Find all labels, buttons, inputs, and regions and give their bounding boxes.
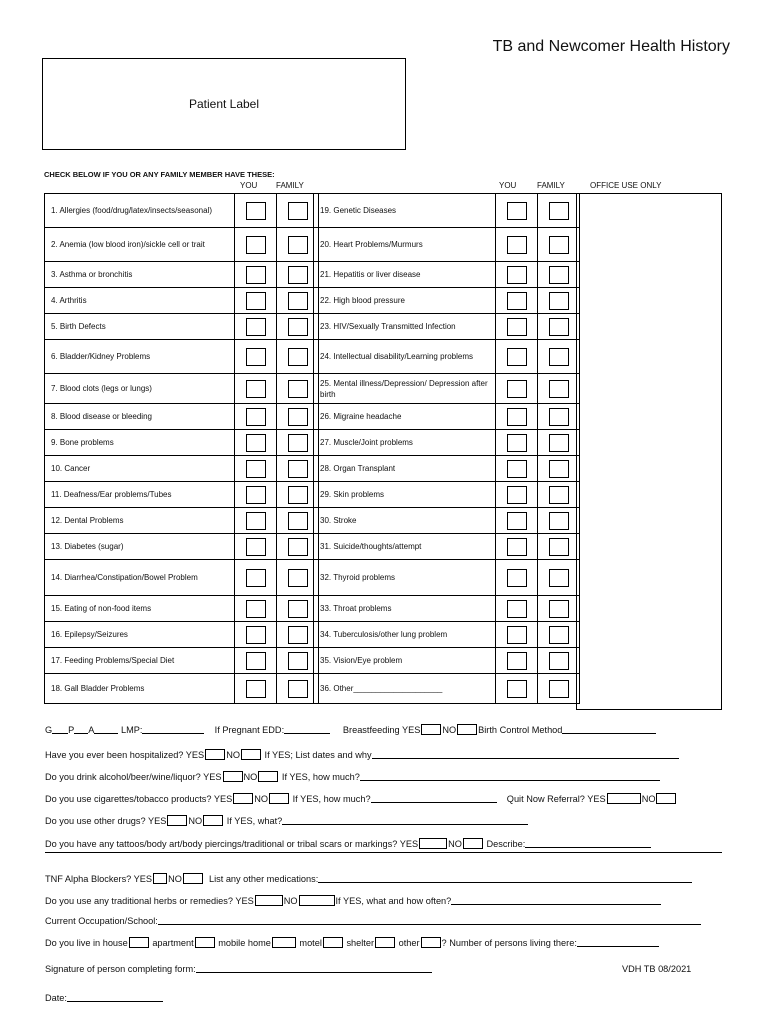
condition-cell-family	[538, 194, 580, 228]
date-row: Date:	[45, 993, 163, 1003]
cig-amount-field[interactable]	[371, 794, 497, 803]
you-checkbox[interactable]	[246, 600, 266, 618]
tnf-row: TNF Alpha Blockers? YES NO List any other medications:	[45, 873, 692, 884]
condition-label: 21. Hepatitis or liver disease	[314, 262, 496, 288]
condition-label: 26. Migraine headache	[314, 404, 496, 430]
tnf-yes-box[interactable]	[153, 873, 167, 884]
family-checkbox[interactable]	[288, 538, 308, 556]
condition-label: 10. Cancer	[45, 456, 235, 482]
condition-row	[314, 482, 580, 508]
drugs-no-box[interactable]	[203, 815, 223, 826]
condition-cell-you	[235, 314, 277, 340]
condition-cell-you	[235, 648, 277, 674]
condition-row	[45, 674, 319, 704]
herbs-row: Do you use any traditional herbs or remedies? YES NO If YES, what and how often?	[45, 895, 661, 906]
you-checkbox[interactable]	[507, 380, 527, 398]
family-checkbox[interactable]	[288, 380, 308, 398]
you-checkbox[interactable]	[246, 318, 266, 336]
condition-cell-family	[538, 404, 580, 430]
family-checkbox[interactable]	[288, 569, 308, 587]
conditions-table-right	[313, 193, 580, 704]
family-checkbox[interactable]	[288, 486, 308, 504]
you-checkbox[interactable]	[246, 202, 266, 220]
condition-row	[45, 262, 319, 288]
you-checkbox[interactable]	[246, 236, 266, 254]
family-checkbox[interactable]	[288, 460, 308, 478]
condition-row	[314, 194, 580, 228]
condition-row	[45, 534, 319, 560]
condition-row	[45, 404, 319, 430]
family-checkbox[interactable]	[549, 626, 569, 644]
condition-label: 15. Eating of non-food items	[45, 596, 235, 622]
herbs-field[interactable]	[451, 896, 661, 905]
family-checkbox[interactable]	[288, 236, 308, 254]
condition-label: 19. Genetic Diseases	[314, 194, 496, 228]
condition-label: 17. Feeding Problems/Special Diet	[45, 648, 235, 674]
condition-row	[45, 648, 319, 674]
condition-label: 27. Muscle/Joint problems	[314, 430, 496, 456]
you-checkbox[interactable]	[507, 434, 527, 452]
you-checkbox[interactable]	[246, 434, 266, 452]
condition-label: 28. Organ Transplant	[314, 456, 496, 482]
occupation-field[interactable]	[158, 916, 701, 925]
tnf-no-box[interactable]	[183, 873, 203, 884]
condition-cell-family	[538, 430, 580, 456]
drugs-field[interactable]	[282, 816, 528, 825]
condition-row	[314, 288, 580, 314]
tattoo-describe-field[interactable]	[525, 839, 651, 848]
hosp-details-field[interactable]	[372, 750, 679, 759]
condition-label: 24. Intellectual disability/Learning problems	[314, 340, 496, 374]
condition-cell-you	[235, 482, 277, 508]
drugs-yes-box[interactable]	[167, 815, 187, 826]
condition-row	[314, 648, 580, 674]
breastfeeding-no-box[interactable]	[457, 724, 477, 735]
condition-row	[45, 314, 319, 340]
form-title: TB and Newcomer Health History	[492, 38, 730, 55]
condition-label: 11. Deafness/Ear problems/Tubes	[45, 482, 235, 508]
condition-row	[314, 340, 580, 374]
family-checkbox[interactable]	[288, 408, 308, 426]
you-checkbox[interactable]	[246, 460, 266, 478]
living-row: Do you live in house apartment mobile home motel shelter other ? Number of persons living there:	[45, 937, 659, 948]
condition-cell-family	[538, 288, 580, 314]
condition-row	[45, 622, 319, 648]
family-checkbox[interactable]	[549, 569, 569, 587]
alcohol-no-box[interactable]	[258, 771, 278, 782]
condition-cell-family	[538, 508, 580, 534]
condition-row	[45, 596, 319, 622]
you-checkbox[interactable]	[507, 680, 527, 698]
col-family-left: FAMILY	[276, 181, 304, 190]
condition-label: 3. Asthma or bronchitis	[45, 262, 235, 288]
condition-cell-you	[235, 674, 277, 704]
condition-cell-you	[496, 534, 538, 560]
condition-cell-family	[538, 340, 580, 374]
family-checkbox[interactable]	[549, 408, 569, 426]
condition-cell-you	[235, 340, 277, 374]
condition-cell-you	[235, 262, 277, 288]
occupation-row: Current Occupation/School:	[45, 916, 701, 926]
alcohol-amount-field[interactable]	[360, 772, 660, 781]
other-box[interactable]	[421, 937, 441, 948]
condition-row	[314, 374, 580, 404]
signature-field[interactable]	[196, 964, 432, 973]
you-checkbox[interactable]	[246, 408, 266, 426]
condition-label: 5. Birth Defects	[45, 314, 235, 340]
condition-row	[314, 430, 580, 456]
condition-row	[314, 404, 580, 430]
hospitalized-row: Have you ever been hospitalized? YES NO If YES; List dates and why	[45, 749, 679, 760]
family-checkbox[interactable]	[549, 236, 569, 254]
condition-cell-you	[496, 374, 538, 404]
cig-yes-box[interactable]	[233, 793, 253, 804]
drugs-row: Do you use other drugs? YES NO If YES, what?	[45, 815, 528, 826]
condition-cell-you	[235, 374, 277, 404]
you-checkbox[interactable]	[507, 538, 527, 556]
you-checkbox[interactable]	[507, 408, 527, 426]
condition-cell-you	[235, 508, 277, 534]
family-checkbox[interactable]	[288, 652, 308, 670]
family-checkbox[interactable]	[288, 348, 308, 366]
family-checkbox[interactable]	[549, 318, 569, 336]
you-checkbox[interactable]	[507, 569, 527, 587]
condition-row	[314, 674, 580, 704]
family-checkbox[interactable]	[288, 434, 308, 452]
condition-label: 2. Anemia (low blood iron)/sickle cell or trait	[45, 228, 235, 262]
condition-label: 16. Epilepsy/Seizures	[45, 622, 235, 648]
you-checkbox[interactable]	[246, 652, 266, 670]
family-checkbox[interactable]	[288, 600, 308, 618]
you-checkbox[interactable]	[246, 569, 266, 587]
herbs-yes-box[interactable]	[255, 895, 283, 906]
condition-label: 7. Blood clots (legs or lungs)	[45, 374, 235, 404]
condition-cell-you	[496, 674, 538, 704]
family-checkbox[interactable]	[288, 318, 308, 336]
p-field[interactable]	[74, 725, 88, 734]
condition-cell-you	[235, 404, 277, 430]
a-field[interactable]	[94, 725, 118, 734]
condition-cell-family	[538, 622, 580, 648]
you-checkbox[interactable]	[246, 348, 266, 366]
condition-row	[45, 374, 319, 404]
date-field[interactable]	[67, 993, 163, 1002]
cigarettes-row: Do you use cigarettes/tobacco products? YES NO If YES, how much? Quit Now Referral? YES NO	[45, 793, 677, 804]
condition-row	[45, 194, 319, 228]
family-checkbox[interactable]	[288, 512, 308, 530]
patient-label-text: Patient Label	[188, 97, 260, 111]
condition-row	[314, 560, 580, 596]
obstetric-row: G P A LMP: If Pregnant EDD: Breastfeeding YES NO Birth Control Method	[45, 724, 656, 735]
condition-cell-you	[235, 288, 277, 314]
condition-cell-family	[538, 314, 580, 340]
family-checkbox[interactable]	[288, 680, 308, 698]
condition-row	[314, 228, 580, 262]
condition-label: 33. Throat problems	[314, 596, 496, 622]
condition-label: 25. Mental illness/Depression/ Depression after birth	[314, 374, 496, 404]
condition-label: 4. Arthritis	[45, 288, 235, 314]
check-heading: CHECK BELOW IF YOU OR ANY FAMILY MEMBER HAVE THESE:	[44, 170, 275, 179]
birth-control-field[interactable]	[562, 725, 656, 734]
condition-row	[314, 508, 580, 534]
you-checkbox[interactable]	[246, 626, 266, 644]
mobile-home-box[interactable]	[272, 937, 296, 948]
condition-cell-you	[235, 596, 277, 622]
condition-row	[45, 288, 319, 314]
condition-row	[45, 340, 319, 374]
office-use-box	[576, 193, 722, 710]
condition-cell-you	[496, 194, 538, 228]
you-checkbox[interactable]	[507, 318, 527, 336]
condition-cell-you	[235, 430, 277, 456]
col-you-right: YOU	[499, 181, 517, 190]
col-you-left: YOU	[240, 181, 258, 190]
condition-cell-family	[538, 482, 580, 508]
condition-cell-family	[538, 596, 580, 622]
condition-row	[314, 262, 580, 288]
condition-cell-you	[496, 482, 538, 508]
you-checkbox[interactable]	[507, 512, 527, 530]
family-checkbox[interactable]	[549, 266, 569, 284]
family-checkbox[interactable]	[549, 652, 569, 670]
you-checkbox[interactable]	[507, 600, 527, 618]
house-box[interactable]	[129, 937, 149, 948]
condition-cell-you	[235, 622, 277, 648]
other-meds-field[interactable]	[318, 874, 692, 883]
condition-cell-you	[235, 456, 277, 482]
edd-field[interactable]	[284, 725, 330, 734]
family-checkbox[interactable]	[288, 292, 308, 310]
you-checkbox[interactable]	[507, 266, 527, 284]
condition-label: 23. HIV/Sexually Transmitted Infection	[314, 314, 496, 340]
alcohol-yes-box[interactable]	[223, 771, 243, 782]
condition-cell-you	[235, 560, 277, 596]
condition-label: 31. Suicide/thoughts/attempt	[314, 534, 496, 560]
tattoo-no-box[interactable]	[463, 838, 483, 849]
family-checkbox[interactable]	[549, 434, 569, 452]
persons-field[interactable]	[577, 938, 659, 947]
tattoo-yes-box[interactable]	[419, 838, 447, 849]
condition-row	[314, 534, 580, 560]
condition-cell-you	[235, 534, 277, 560]
family-checkbox[interactable]	[549, 512, 569, 530]
tattoo-row: Do you have any tattoos/body art/body piercings/traditional or tribal scars or markings? YES NO Describe:	[45, 838, 651, 849]
you-checkbox[interactable]	[507, 292, 527, 310]
col-family-right: FAMILY	[537, 181, 565, 190]
herbs-no-box[interactable]	[299, 895, 335, 906]
condition-cell-family	[538, 560, 580, 596]
condition-label: 34. Tuberculosis/other lung problem	[314, 622, 496, 648]
condition-row	[314, 314, 580, 340]
you-checkbox[interactable]	[507, 486, 527, 504]
breastfeeding-yes-box[interactable]	[421, 724, 441, 735]
family-checkbox[interactable]	[549, 680, 569, 698]
family-checkbox[interactable]	[549, 202, 569, 220]
condition-cell-family	[538, 374, 580, 404]
condition-label: 22. High blood pressure	[314, 288, 496, 314]
you-checkbox[interactable]	[246, 292, 266, 310]
condition-cell-family	[538, 648, 580, 674]
condition-label: 6. Bladder/Kidney Problems	[45, 340, 235, 374]
you-checkbox[interactable]	[507, 652, 527, 670]
you-checkbox[interactable]	[507, 348, 527, 366]
hosp-no-box[interactable]	[241, 749, 261, 760]
condition-cell-you	[496, 560, 538, 596]
condition-row	[45, 482, 319, 508]
condition-cell-family	[538, 228, 580, 262]
shelter-box[interactable]	[375, 937, 395, 948]
family-checkbox[interactable]	[288, 266, 308, 284]
family-checkbox[interactable]	[549, 348, 569, 366]
family-checkbox[interactable]	[549, 486, 569, 504]
tattoo-extra-line[interactable]	[45, 852, 722, 853]
you-checkbox[interactable]	[246, 538, 266, 556]
condition-label: 35. Vision/Eye problem	[314, 648, 496, 674]
motel-box[interactable]	[323, 937, 343, 948]
apartment-box[interactable]	[195, 937, 215, 948]
condition-label: 13. Diabetes (sugar)	[45, 534, 235, 560]
condition-cell-you	[496, 622, 538, 648]
you-checkbox[interactable]	[507, 626, 527, 644]
family-checkbox[interactable]	[549, 538, 569, 556]
alcohol-row: Do you drink alcohol/beer/wine/liquor? YES NO If YES, how much?	[45, 771, 660, 782]
condition-cell-you	[496, 288, 538, 314]
quit-no-box[interactable]	[656, 793, 676, 804]
family-checkbox[interactable]	[288, 626, 308, 644]
condition-cell-you	[496, 648, 538, 674]
family-checkbox[interactable]	[549, 380, 569, 398]
condition-cell-you	[235, 194, 277, 228]
cig-no-box[interactable]	[269, 793, 289, 804]
condition-cell-family	[538, 534, 580, 560]
condition-cell-you	[496, 508, 538, 534]
condition-cell-you	[496, 430, 538, 456]
condition-row	[314, 596, 580, 622]
condition-row	[45, 508, 319, 534]
condition-cell-you	[496, 340, 538, 374]
condition-label: 32. Thyroid problems	[314, 560, 496, 596]
condition-label: 9. Bone problems	[45, 430, 235, 456]
condition-label: 8. Blood disease or bleeding	[45, 404, 235, 430]
condition-cell-you	[496, 596, 538, 622]
you-checkbox[interactable]	[507, 202, 527, 220]
condition-cell-family	[538, 262, 580, 288]
condition-cell-family	[538, 456, 580, 482]
condition-label: 30. Stroke	[314, 508, 496, 534]
condition-label: 12. Dental Problems	[45, 508, 235, 534]
condition-cell-you	[496, 262, 538, 288]
condition-cell-you	[496, 456, 538, 482]
you-checkbox[interactable]	[246, 512, 266, 530]
condition-label: 29. Skin problems	[314, 482, 496, 508]
condition-cell-you	[496, 314, 538, 340]
condition-row	[314, 622, 580, 648]
family-checkbox[interactable]	[549, 600, 569, 618]
condition-cell-family	[538, 674, 580, 704]
condition-row	[45, 456, 319, 482]
condition-row	[45, 560, 319, 596]
conditions-table-left	[44, 193, 319, 704]
condition-label: 20. Heart Problems/Murmurs	[314, 228, 496, 262]
you-checkbox[interactable]	[246, 380, 266, 398]
patient-label-box	[42, 58, 406, 150]
hosp-yes-box[interactable]	[205, 749, 225, 760]
condition-row	[45, 430, 319, 456]
signature-row: Signature of person completing form:	[45, 964, 432, 974]
you-checkbox[interactable]	[246, 266, 266, 284]
lmp-field[interactable]	[142, 725, 204, 734]
you-checkbox[interactable]	[507, 460, 527, 478]
form-code: VDH TB 08/2021	[622, 964, 692, 974]
you-checkbox[interactable]	[246, 680, 266, 698]
you-checkbox[interactable]	[246, 486, 266, 504]
condition-label: 18. Gall Bladder Problems	[45, 674, 235, 704]
g-field[interactable]	[52, 725, 68, 734]
condition-label: 36. Other____________________	[314, 674, 496, 704]
condition-cell-you	[235, 228, 277, 262]
family-checkbox[interactable]	[288, 202, 308, 220]
col-office: OFFICE USE ONLY	[590, 181, 662, 190]
condition-row	[45, 228, 319, 262]
condition-cell-you	[496, 228, 538, 262]
condition-row	[314, 456, 580, 482]
family-checkbox[interactable]	[549, 292, 569, 310]
you-checkbox[interactable]	[507, 236, 527, 254]
condition-cell-you	[496, 404, 538, 430]
family-checkbox[interactable]	[549, 460, 569, 478]
condition-label: 14. Diarrhea/Constipation/Bowel Problem	[45, 560, 235, 596]
quit-yes-box[interactable]	[607, 793, 641, 804]
condition-label: 1. Allergies (food/drug/latex/insects/seasonal)	[45, 194, 235, 228]
